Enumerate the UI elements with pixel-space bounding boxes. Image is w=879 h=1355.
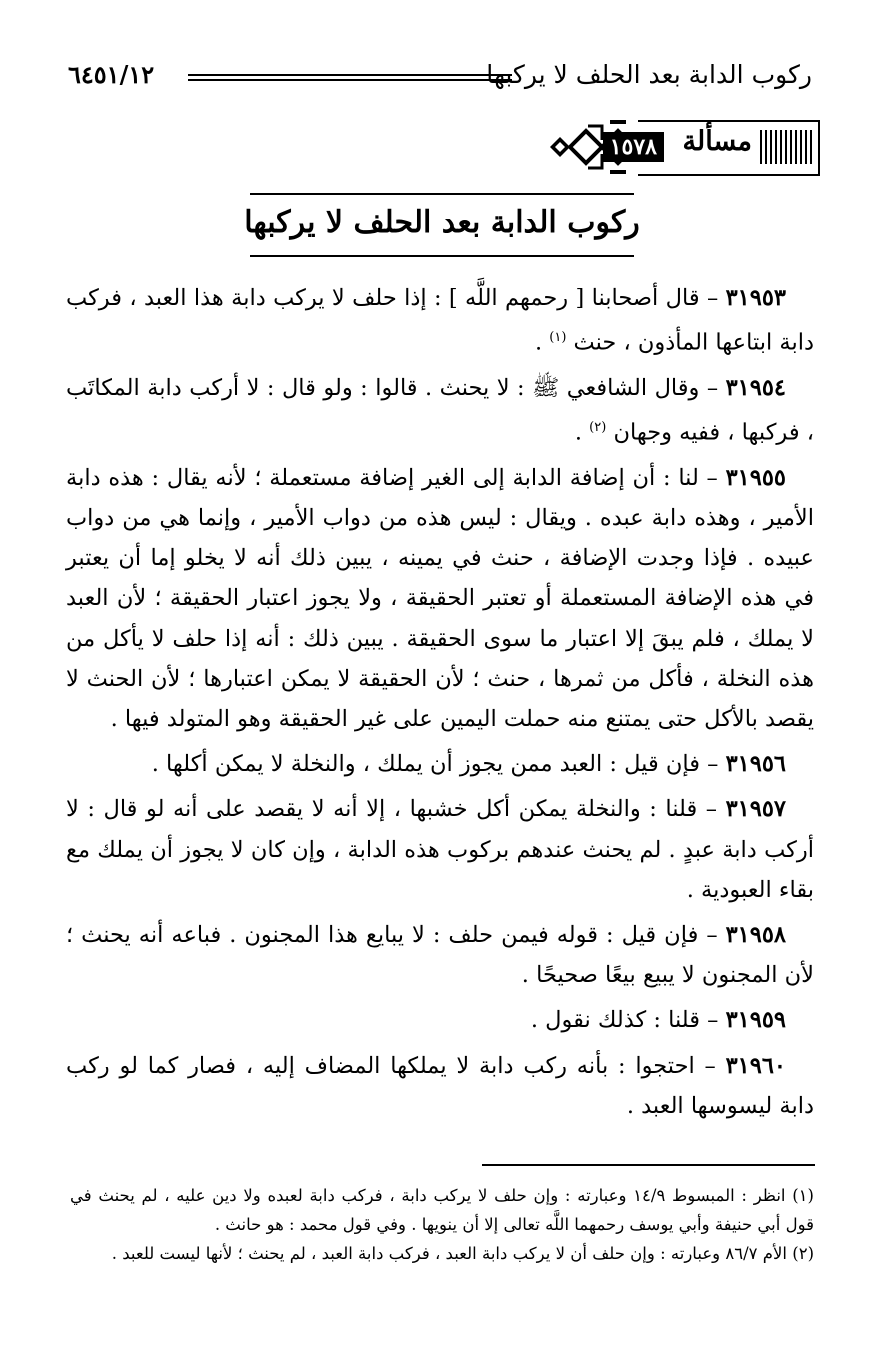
paragraph-number: ٣١٩٥٦ (725, 751, 786, 778)
title-rule-top (250, 193, 634, 195)
paragraph-number: ٣١٩٥٤ (725, 374, 786, 401)
paragraph-text: – قلنا : والنخلة يمكن أكل خشبها ، إلا أنه لا يقصد على أنه لو قال : لا أركب دابة عبدٍ . لم يحنث عندهم بركوب هذه الدابة ، وإن كان لا يجوز أن يملك مع بقاء العبودية . (66, 796, 814, 903)
paragraph-text: – وقال الشافعي ﷺ : لا يحنث . قالوا : ولو قال : لا أركب دابة المكاتَب ، فركبها ، ففيه وجهان (66, 374, 814, 446)
footnote-rule (482, 1164, 815, 1166)
paragraph-number: ٣١٩٥٨ (725, 922, 786, 949)
paragraph (66, 789, 814, 910)
masala-number: ١٥٧٨ (603, 132, 664, 162)
masala-banner (548, 118, 820, 178)
paragraph-number: ٣١٩٥٣ (725, 285, 786, 311)
footnotes (70, 1181, 814, 1268)
footnote: (٢) الأم ٨٦/٧ وعبارته : وإن حلف أن لا يركب دابة العبد ، فركب دابة العبد ، لم يحنث ؛ لأنها ليست للعبد . (111, 1244, 814, 1263)
paragraph-text: – فإن قيل : العبد ممن يجوز أن يملك ، والنخلة لا يمكن أكلها . (151, 751, 726, 778)
paragraph-tail: . (574, 419, 590, 446)
masala-label: مسألة (682, 126, 752, 157)
paragraph-text: – لنا : أن إضافة الدابة إلى الغير إضافة مستعملة ؛ لأنه يقال : هذه دابة الأمير ، وهذه دابة عبده . ويقال : ليس هذه من دواب الأمير ، وإنما هي من دواب عبيده . فإذا وجدت الإضافة ، حنث في يمينه ، يبين ذلك أنه لا يخلو إما أن يعتبر في هذه الإضافة المستعملة أو تعتبر الحقيقة ، ولا يجوز اعتبار الحقيقة ؛ لأن العبد لا يملك ، فلم يبقَ إلا اعتبار ما سوى الحقيقة . يبين ذلك : أنه إذا حلف لا يأكل من هذه النخلة ، فأكل من ثمرها ، حنث ؛ لأن الحقيقة لا يمكن اعتبارها ؛ لأن الحنث لا يقصد بالأكل حتى يمتنع منه حملت اليمين على غير الحقيقة وهو المتولد فيها . (66, 464, 814, 733)
paragraph-tail: . (534, 329, 550, 356)
running-header-rule (188, 74, 512, 81)
running-header-page-ref: ٦٤٥١/١٢ (68, 60, 155, 89)
footnote: (١) انظر : المبسوط ١٤/٩ وعبارته : وإن حلف لا يركب دابة ، فركب دابة لعبده ولا دين عليه ، لم يحنث في قول أبي حنيفة وأبي يوسف رحمهما اللَّه تعالى إلا أن ينويها . وفي قول محمد : هو حانث . (70, 1186, 814, 1234)
paragraph (66, 1000, 814, 1040)
paragraph-number: ٣١٩٥٩ (725, 1007, 786, 1034)
paragraph (66, 458, 814, 739)
title-rule-bottom (250, 255, 634, 257)
paragraph-number: ٣١٩٦٠ (725, 1052, 786, 1079)
paragraph (66, 1046, 814, 1126)
paragraph (66, 744, 814, 784)
barcode-ornament (760, 130, 814, 164)
running-header-title: ركوب الدابة بعد الحلف لا يركبها (486, 60, 812, 89)
paragraph-text: – احتجوا : بأنه ركب دابة لا يملكها المضاف إليه ، فصار كما لو ركب دابة ليسوسها العبد . (66, 1052, 814, 1119)
paragraph (66, 278, 814, 363)
paragraph-text: – فإن قيل : قوله فيمن حلف : لا يبايع هذا المجنون . فباعه أنه يحنث ؛ لأن المجنون لا يبيع بيعًا صحيحًا . (66, 922, 814, 989)
paragraph-text: – قلنا : كذلك نقول . (530, 1007, 726, 1034)
footnote-marker[interactable]: (١) (549, 330, 567, 346)
body-text (66, 278, 814, 1131)
running-header (68, 60, 812, 94)
footnote-marker[interactable]: (٢) (589, 420, 607, 436)
paragraph-number: ٣١٩٥٥ (725, 464, 786, 491)
paragraph (66, 915, 814, 995)
paragraph-number: ٣١٩٥٧ (725, 796, 786, 823)
paragraph (66, 368, 814, 453)
paragraph-text: – قال أصحابنا [ رحمهم اللَّه ] : إذا حلف لا يركب دابة هذا العبد ، فركب دابة ابتاعها المأذون ، حنث (66, 285, 814, 356)
chapter-title: ركوب الدابة بعد الحلف لا يركبها (244, 205, 640, 240)
